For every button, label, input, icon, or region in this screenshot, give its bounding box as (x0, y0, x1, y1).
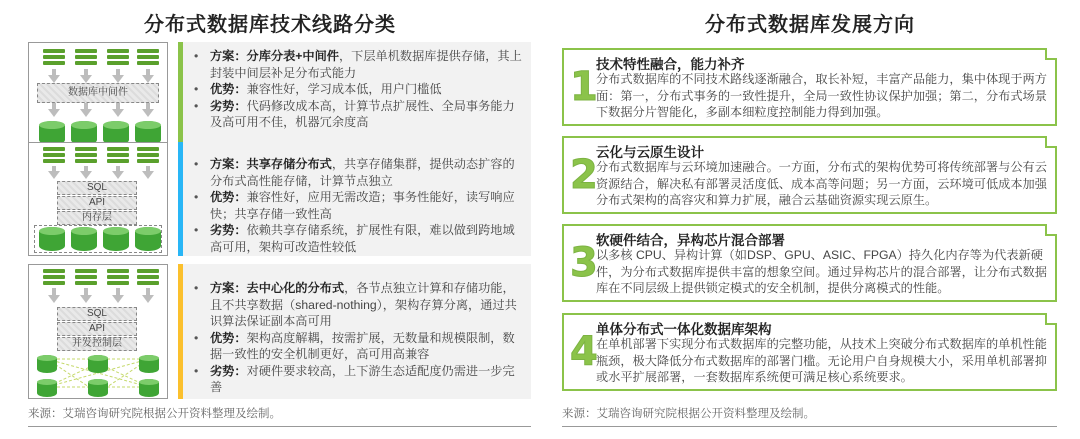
item-number: 2 (570, 152, 598, 198)
left-divider (28, 426, 531, 427)
server-icon (43, 49, 65, 67)
item-number: 1 (570, 64, 598, 110)
advantage-bullet: • 优势：架构高度解耦，按需扩展，无数量和规模限制，数据一致性的安全机制更好，高可用高兼容 (194, 330, 523, 363)
api-layer: API (57, 196, 137, 210)
disadvantage-bullet: • 劣势：依赖共享存储系统，扩展性有限，难以做到跨地域高可用，架构可改造性较低 (194, 222, 523, 255)
server-icon (75, 147, 97, 165)
route-row-shared-storage (28, 142, 531, 260)
server-icon (43, 269, 65, 287)
route-text-box (178, 264, 531, 399)
right-divider (562, 426, 1057, 427)
right-title: 分布式数据库发展方向 (705, 14, 915, 36)
item-body: 分布式数据库的不同技术路线逐渐融合，取长补短，丰富产品能力，集中体现于两方面：第一，分布式事务的一致性提升，全局一致性协议保护加强；第二，分布式场景下数据分片智能化，多副本细粒度控制能力得到加强。 (596, 72, 1047, 119)
direction-item-2 (562, 136, 1057, 214)
database-icon (135, 227, 161, 251)
database-icon (37, 355, 57, 373)
route-text-box (178, 142, 531, 256)
disadvantage-bullet: • 劣势：对硬件要求较高，上下游生态适配度仍需进一步完善 (194, 363, 523, 396)
database-icon (39, 227, 65, 251)
item-body: 在单机部署下实现分布式数据库的完整功能，从技术上突破分布式数据库的单机性能瓶颈，极大降低分布式数据库的部署门槛。无论用户自身规模大小，采用单机部署抑或水平扩展部署，一套数据库系统便可满足核心系统要求。 (596, 337, 1047, 384)
api-layer: API (57, 322, 137, 336)
left-title: 分布式数据库技术线路分类 (144, 14, 396, 36)
item-heading: 软硬件结合，异构芯片混合部署 (596, 233, 785, 248)
middleware-layer: 数据库中间件 (37, 83, 159, 103)
server-icon (43, 147, 65, 165)
left-source-note: 来源：艾瑞咨询研究院根据公开资料整理及绘制。 (28, 408, 281, 420)
server-icon (107, 269, 129, 287)
direction-item-4 (562, 313, 1057, 391)
item-heading: 技术特性融合，能力补齐 (596, 57, 745, 72)
database-icon (37, 379, 57, 397)
shared-storage-diagram (28, 142, 168, 256)
scheme-bullet: • 方案：去中心化的分布式，各节点独立计算和存储功能，且不共享数据（shared-nothing），架构存算分离，通过共识算法保证副本高可用 (194, 280, 523, 330)
database-icon (139, 379, 159, 397)
database-icon (88, 379, 108, 397)
database-icon (71, 227, 97, 251)
server-icon (137, 269, 159, 287)
item-heading: 云化与云原生设计 (596, 145, 704, 160)
right-source-note: 来源：艾瑞咨询研究院根据公开资料整理及绘制。 (562, 408, 815, 420)
server-icon (107, 147, 129, 165)
accent-bar (178, 264, 183, 399)
sql-layer: SQL (57, 307, 137, 321)
route-row-decentralized (28, 264, 531, 399)
item-number: 3 (570, 240, 598, 286)
item-heading: 单体分布式一体化数据库架构 (596, 322, 772, 337)
disadvantage-bullet: • 劣势：代码修改成本高，计算节点扩展性、全局事务能力及高可用不佳，机器冗余度高 (194, 98, 523, 131)
decentralized-diagram (28, 264, 168, 399)
item-body: 以多核 CPU、异构计算（如DSP、GPU、ASIC、FPGA）持久化内存等为代表新硬件，为分布式数据库提供丰富的想象空间。通过异构芯片的混合部署，让分布式数据库在不同层级上提供锁定模式的安全机制，提供分离模式的性能。 (596, 248, 1047, 295)
accent-bar (178, 142, 183, 256)
server-icon (75, 49, 97, 67)
item-body: 分布式数据库与云环境加速融合。一方面，分布式的架构优势可将传统部署与公有云资源结合，解决私有部署灵活度低、成本高等问题；另一方面，云环境可低成本加强分布式架构的高容灾和算力扩展，融合云基础资源实现云原生。 (596, 160, 1047, 207)
scheme-bullet: • 方案：分库分表+中间件，下层单机数据库提供存储，其上封装中间层补足分布式能力 (194, 48, 523, 81)
server-icon (137, 147, 159, 165)
advantage-bullet: • 优势：兼容性好，学习成本低，用户门槛低 (194, 81, 523, 98)
server-icon (75, 269, 97, 287)
database-icon (88, 355, 108, 373)
database-icon (139, 355, 159, 373)
scheme-bullet: • 方案：共享存储分布式，共享存储集群，提供动态扩容的分布式高性能存储，计算节点独立 (194, 156, 523, 189)
database-icon (103, 227, 129, 251)
direction-item-1 (562, 48, 1057, 126)
server-icon (137, 49, 159, 67)
item-number: 4 (570, 329, 598, 375)
sql-layer: SQL (57, 181, 137, 195)
direction-item-3 (562, 224, 1057, 302)
concurrency-layer: 并发控制层 (57, 337, 137, 351)
memory-layer: 内存层 (57, 211, 137, 225)
advantage-bullet: • 优势：兼容性好，应用无需改造；事务性能好，读写响应快；共享存储一致性高 (194, 189, 523, 222)
server-icon (107, 49, 129, 67)
